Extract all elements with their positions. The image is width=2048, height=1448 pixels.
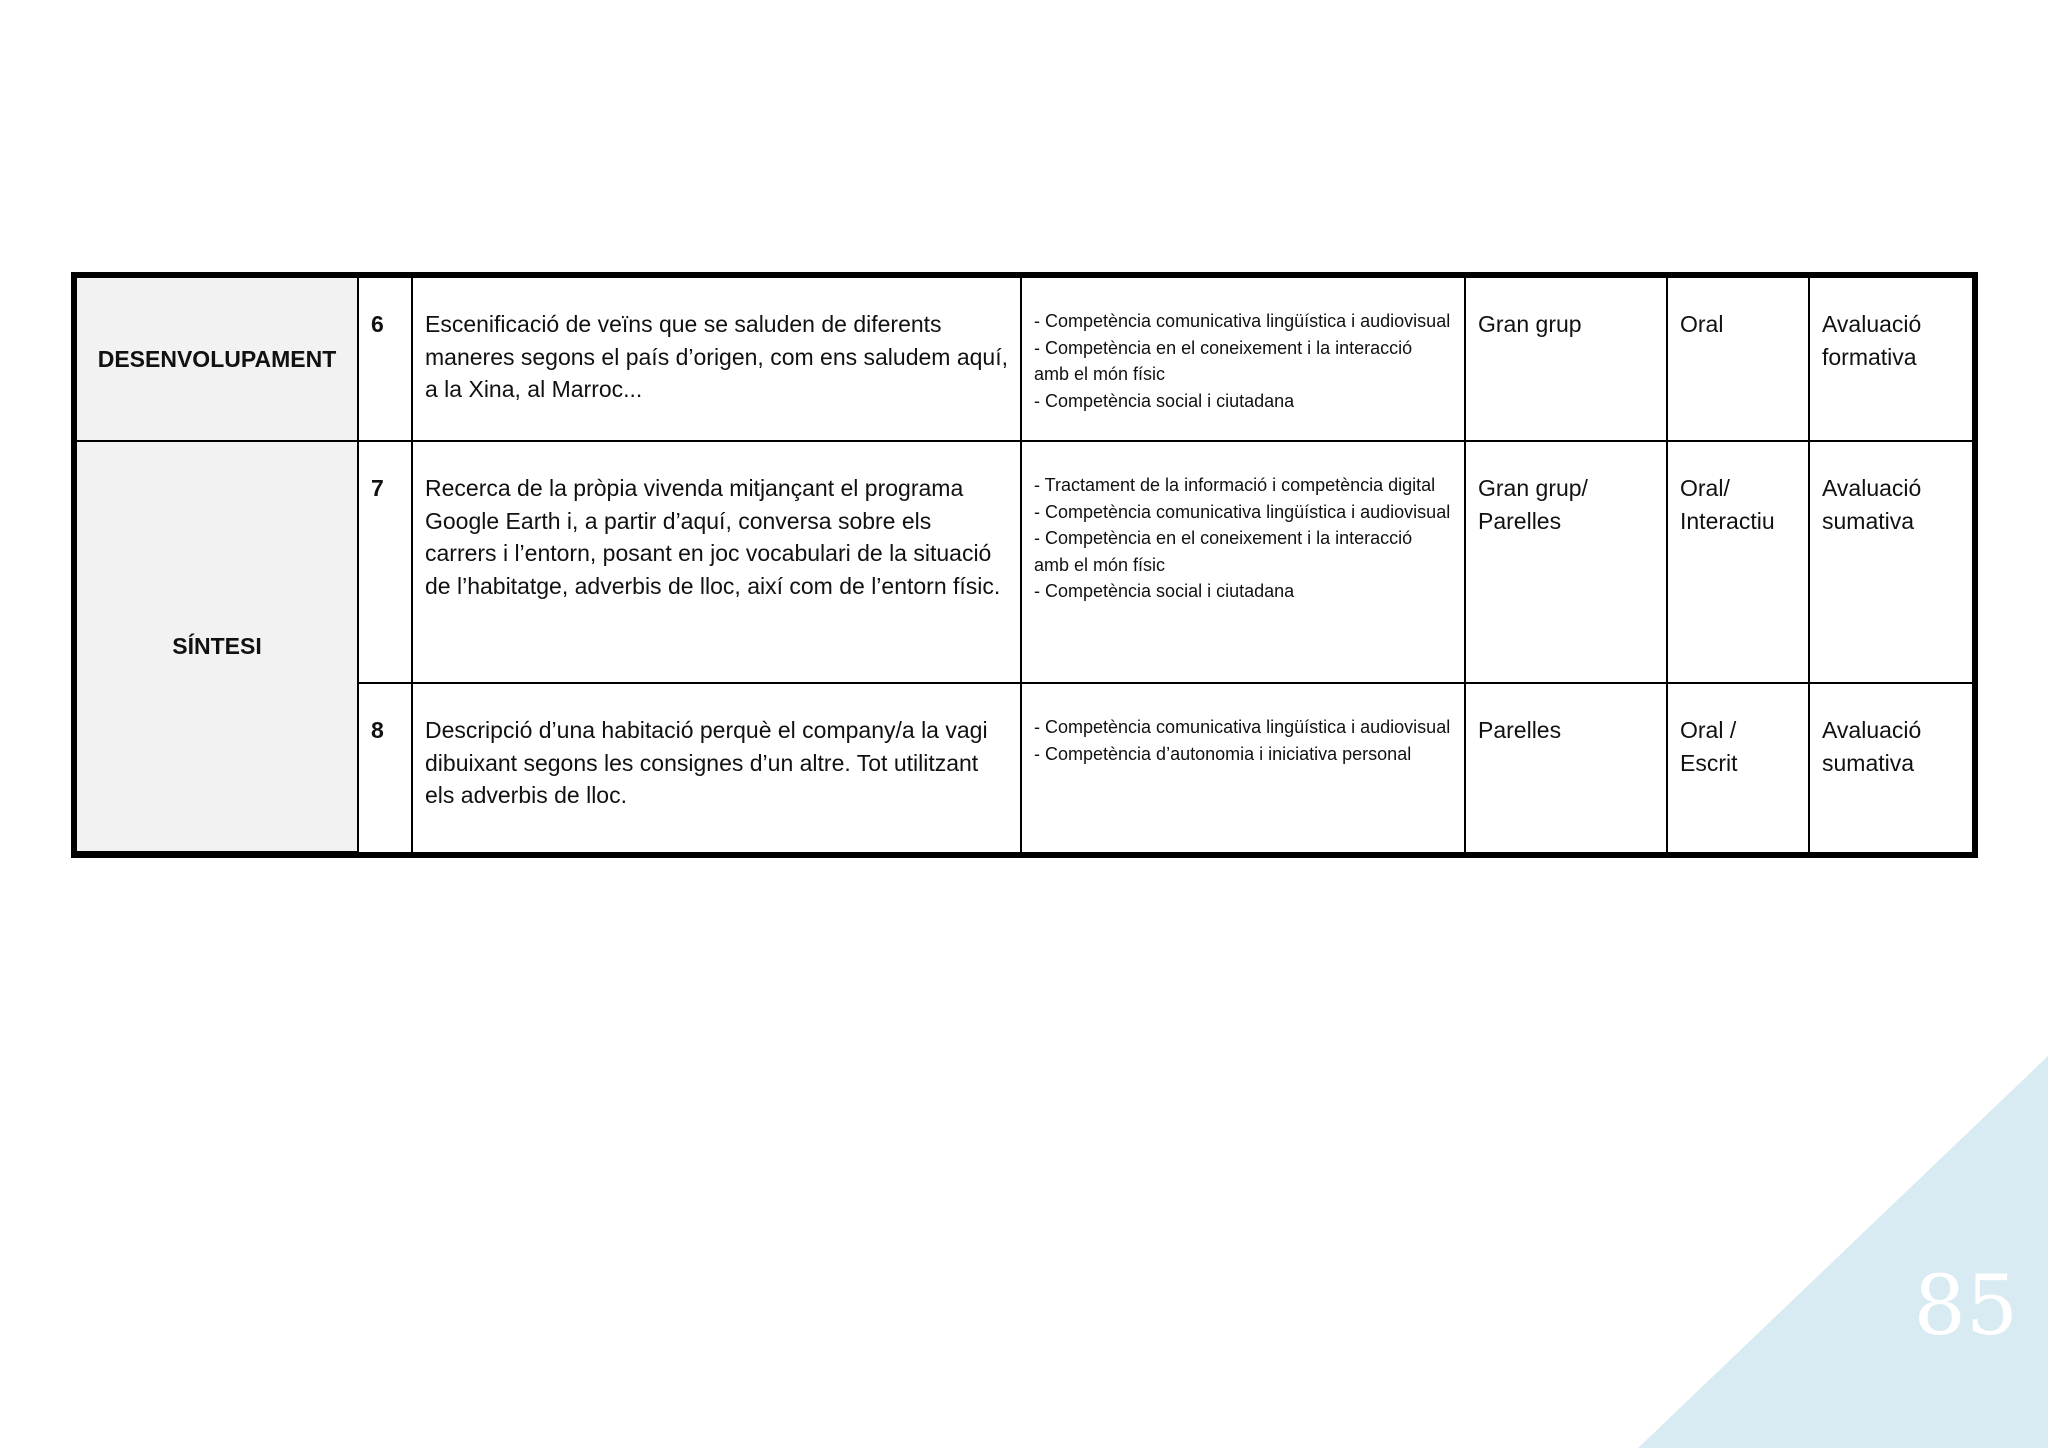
- mode-cell: Oral/ Interactiu: [1667, 441, 1809, 683]
- page-number: 85: [1913, 1259, 2018, 1354]
- competence-item: - Competència social i ciutadana: [1034, 581, 1295, 601]
- competence-item: - Competència comunicativa lingüística i audiovisual: [1034, 311, 1451, 331]
- grouping-cell: Gran grup/ Parelles: [1465, 441, 1667, 683]
- competence-item: - Competència comunicativa lingüística i audiovisual: [1034, 501, 1451, 522]
- evaluation-cell: Avaluació sumativa: [1809, 441, 1972, 683]
- mode-cell: Oral / Escrit: [1667, 683, 1809, 852]
- competence-item: - Tractament de la informació i competència digital: [1034, 475, 1436, 495]
- grouping-cell: Gran grup: [1465, 278, 1667, 441]
- phase-desenvolupament: DESENVOLUPAMENT: [77, 278, 358, 441]
- activity-description: Descripció d’una habitació perquè el company/a la vagi dibuixant segons les consignes d’un altre. Tot utilitzant els adverbis de lloc.: [412, 683, 1021, 852]
- competence-item: - Competència en el coneixement i la interacció amb el món físic: [1034, 528, 1413, 575]
- table-row: [77, 441, 1972, 683]
- competences-cell: [1021, 683, 1465, 852]
- competence-item: - Competència d’autonomia i iniciativa personal: [1034, 743, 1412, 764]
- mode-cell: Oral: [1667, 278, 1809, 441]
- competence-item: - Competència comunicativa lingüística i audiovisual: [1034, 717, 1451, 737]
- competences-cell: [1021, 278, 1465, 441]
- competence-item: - Competència social i ciutadana: [1034, 390, 1295, 411]
- activities-table: [71, 272, 1978, 858]
- activity-number: 7: [358, 441, 412, 683]
- table-row: [77, 683, 1972, 852]
- competence-item: - Competència en el coneixement i la interacció amb el món físic: [1034, 337, 1413, 384]
- evaluation-cell: Avaluació sumativa: [1809, 683, 1972, 852]
- activity-number: 8: [358, 683, 412, 852]
- activity-number: 6: [358, 278, 412, 441]
- activity-description: Escenificació de veïns que se saluden de diferents maneres segons el país d’origen, com ens saludem aquí, a la Xina, al Marroc...: [412, 278, 1021, 441]
- grouping-cell: Parelles: [1465, 683, 1667, 852]
- competences-cell: [1021, 441, 1465, 683]
- page-corner-decoration: [1638, 1056, 2048, 1448]
- evaluation-cell: Avaluació formativa: [1809, 278, 1972, 441]
- table-row: [77, 278, 1972, 441]
- activity-description: Recerca de la pròpia vivenda mitjançant el programa Google Earth i, a partir d’aquí, conversa sobre els carrers i l’entorn, posant en joc vocabulari de la situació de l’habitatge, adverbis de lloc, així com de l’entorn físic.: [412, 441, 1021, 683]
- phase-sintesi: SÍNTESI: [77, 441, 358, 852]
